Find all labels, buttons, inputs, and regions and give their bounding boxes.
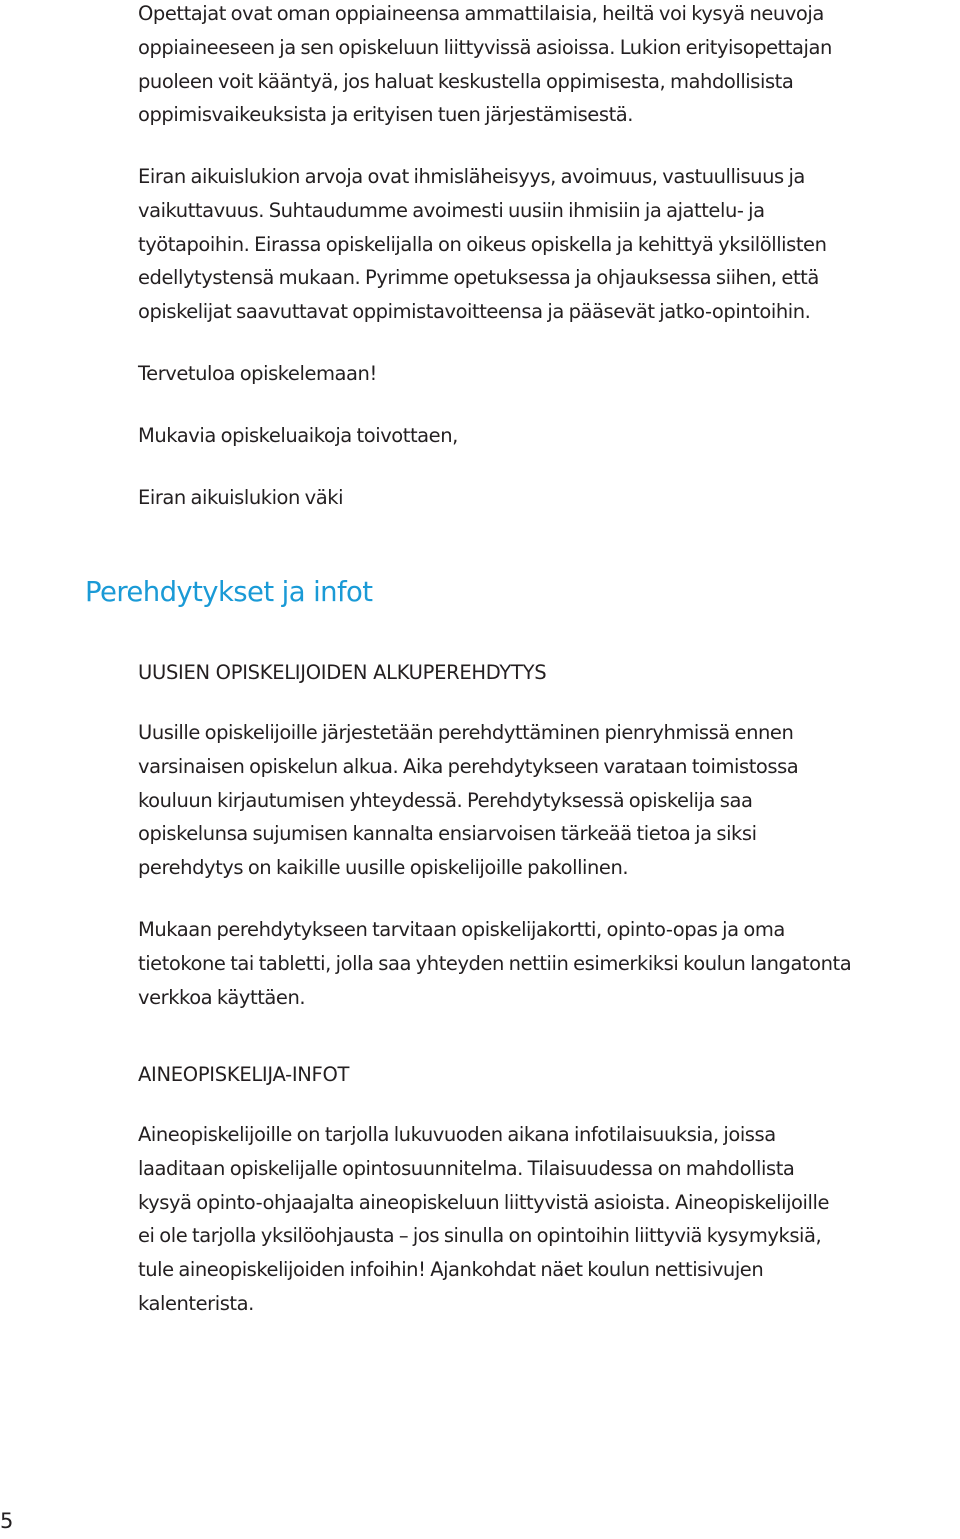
text-line: ei ole tarjolla yksilöohjausta – jos sinulla on opintoihin liittyviä kysymyksiä, bbox=[138, 1224, 822, 1248]
text-line: oppimisvaikeuksista ja erityisen tuen järjestämisestä. bbox=[138, 103, 634, 127]
text-line: puoleen voit kääntyä, jos haluat keskustella oppimisesta, mahdollisista bbox=[138, 69, 794, 93]
text-line: kalenterista. bbox=[138, 1291, 254, 1315]
closing-text: Mukavia opiskeluaikoja toivottaen, bbox=[138, 424, 458, 447]
page-number: 5 bbox=[0, 1509, 14, 1533]
text-line: verkkoa käyttäen. bbox=[138, 985, 306, 1009]
text-line: oppiaineeseen ja sen opiskeluun liittyvissä asioissa. Lukion erityisopettajan bbox=[138, 35, 832, 59]
orientation-heading: UUSIEN OPISKELIJOIDEN ALKUPEREHDYTYS bbox=[138, 661, 547, 684]
orientation-paragraph bbox=[138, 716, 798, 885]
text-line: vaikuttavuus. Suhtaudumme avoimesti uusiin ihmisiin ja ajattelu- ja bbox=[138, 198, 765, 222]
text-line: Eiran aikuislukion arvoja ovat ihmisläheisyys, avoimuus, vastuullisuus ja bbox=[138, 165, 805, 188]
welcome-text: Tervetuloa opiskelemaan! bbox=[138, 362, 377, 385]
subject-info-heading: AINEOPISKELIJA-INFOT bbox=[138, 1063, 350, 1086]
text-line: tietokone tai tabletti, jolla saa yhteyden nettiin esimerkiksi koulun langatonta bbox=[138, 951, 852, 975]
section-title: Perehdytykset ja infot bbox=[85, 576, 373, 608]
text-line: Opettajat ovat oman oppiaineensa ammattilaisia, heiltä voi kysyä neuvoja bbox=[138, 2, 824, 25]
subject-info-paragraph bbox=[138, 1118, 829, 1321]
text-line: Mukaan perehdytykseen tarvitaan opiskelijakortti, opinto-opas ja oma bbox=[138, 918, 785, 941]
text-line: Aineopiskelijoille on tarjolla lukuvuoden aikana infotilaisuuksia, joissa bbox=[138, 1123, 776, 1146]
text-line: kouluun kirjautumisen yhteydessä. Perehdytyksessä opiskelija saa bbox=[138, 788, 753, 812]
intro-paragraph-teachers bbox=[138, 0, 832, 132]
text-line: perehdytys on kaikille uusille opiskelijoille pakollinen. bbox=[138, 856, 629, 880]
text-line: tule aineopiskelijoiden infoihin! Ajankohdat näet koulun nettisivujen bbox=[138, 1258, 764, 1282]
text-line: edellytystensä mukaan. Pyrimme opetuksessa ja ohjauksessa siihen, että bbox=[138, 266, 819, 290]
text-line: laaditaan opiskelijalle opintosuunnitelma. Tilaisuudessa on mahdollista bbox=[138, 1156, 795, 1180]
text-line: varsinaisen opiskelun alkua. Aika perehdytykseen varataan toimistossa bbox=[138, 754, 799, 778]
text-line: kysyä opinto-ohjaajalta aineopiskeluun liittyvistä asioista. Aineopiskelijoille bbox=[138, 1190, 829, 1214]
intro-paragraph-values bbox=[138, 160, 827, 329]
signature-text: Eiran aikuislukion väki bbox=[138, 486, 344, 509]
text-line: työtapoihin. Eirassa opiskelijalla on oikeus opiskella ja kehittyä yksilöllisten bbox=[138, 232, 827, 256]
text-line: opiskelunsa sujumisen kannalta ensiarvoisen tärkeää tietoa ja siksi bbox=[138, 822, 757, 846]
text-line: opiskelijat saavuttavat oppimistavoitteensa ja pääsevät jatko-opintoihin. bbox=[138, 300, 811, 324]
text-line: Uusille opiskelijoille järjestetään perehdyttäminen pienryhmissä ennen bbox=[138, 721, 794, 744]
orientation-requirements-paragraph bbox=[138, 913, 851, 1014]
